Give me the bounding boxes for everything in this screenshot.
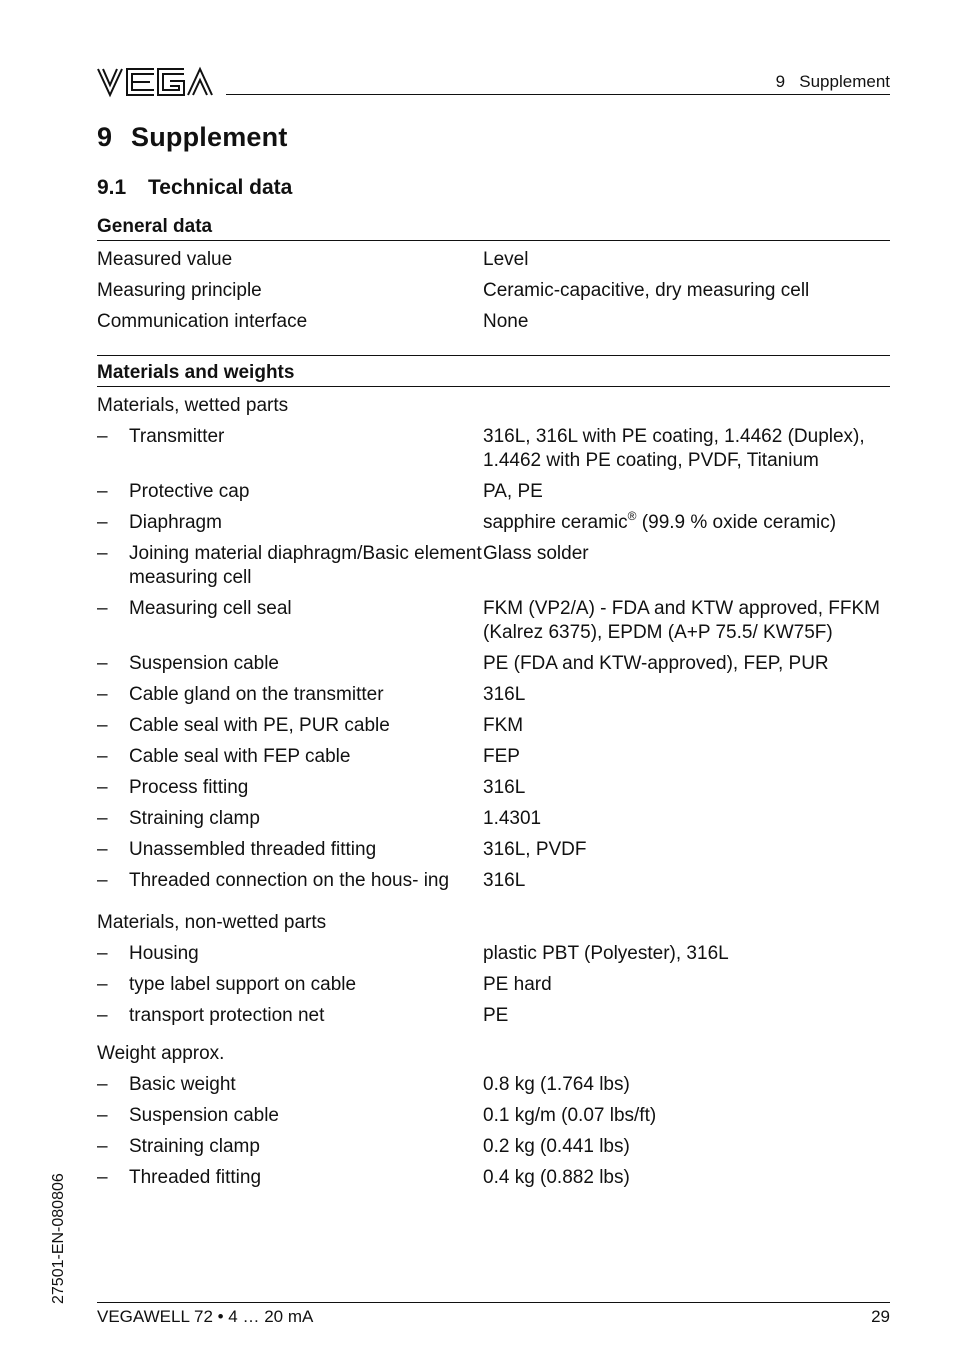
list-dash: – bbox=[97, 1167, 108, 1188]
spec-row bbox=[97, 745, 890, 769]
spec-row bbox=[97, 838, 890, 862]
spec-value: 316L bbox=[483, 684, 526, 705]
list-dash: – bbox=[97, 870, 108, 891]
spec-label-text: Measuring cell seal bbox=[129, 598, 292, 619]
spec-label bbox=[97, 1104, 483, 1128]
spec-label-text: Housing bbox=[129, 943, 199, 964]
spec-label bbox=[97, 425, 483, 449]
vega-logo-mark bbox=[96, 66, 214, 98]
spec-value: 316L, PVDF bbox=[483, 839, 587, 860]
list-dash: – bbox=[97, 974, 108, 995]
list-dash: – bbox=[97, 746, 108, 767]
spec-label-text: Threaded connection on the hous- ing bbox=[129, 870, 450, 891]
spec-label: Measuring principle bbox=[97, 280, 262, 301]
spec-label-text: Threaded fitting bbox=[129, 1167, 262, 1188]
spec-label bbox=[97, 1135, 483, 1159]
spec-value: 1.4301 bbox=[483, 808, 542, 829]
spec-label bbox=[97, 776, 483, 800]
spec-label bbox=[97, 838, 483, 862]
spec-label bbox=[97, 942, 483, 966]
spec-label bbox=[97, 542, 483, 590]
spec-label-text: Protective cap bbox=[129, 481, 250, 502]
weight-heading: Weight approx. bbox=[97, 1043, 225, 1064]
list-dash: – bbox=[97, 943, 108, 964]
list-dash: – bbox=[97, 839, 108, 860]
technical-data bbox=[97, 214, 890, 1190]
spec-row bbox=[97, 973, 890, 997]
spec-label bbox=[97, 1004, 483, 1028]
wetted-heading: Materials, wetted parts bbox=[97, 395, 289, 416]
spec-label-text: Cable seal with PE, PUR cable bbox=[129, 715, 390, 736]
spec-value: Ceramic-capacitive, dry measuring cell bbox=[483, 280, 810, 301]
spec-label bbox=[97, 597, 483, 621]
spec-label-text: Cable gland on the transmitter bbox=[129, 684, 384, 705]
spec-value: PA, PE bbox=[483, 481, 543, 502]
spec-label-text: Suspension cable bbox=[129, 653, 279, 674]
spec-label-text: Transmitter bbox=[129, 426, 225, 447]
header-rule bbox=[226, 94, 890, 95]
spec-row bbox=[97, 1135, 890, 1159]
spec-label bbox=[97, 714, 483, 738]
spec-value: None bbox=[483, 311, 529, 332]
spec-value: 0.1 kg/m (0.07 lbs/ft) bbox=[483, 1105, 657, 1126]
list-dash: – bbox=[97, 598, 108, 619]
spec-value-text: (99.9 % oxide ceramic) bbox=[636, 512, 837, 533]
section-number: 9.1 bbox=[97, 176, 127, 199]
footer-product: VEGAWELL 72 • 4 … 20 mA bbox=[97, 1307, 314, 1326]
spec-label-text: Diaphragm bbox=[129, 512, 222, 533]
running-header: 9 Supplement bbox=[775, 72, 890, 91]
spec-row bbox=[97, 480, 890, 504]
list-dash: – bbox=[97, 808, 108, 829]
spec-value: 0.2 kg (0.441 lbs) bbox=[483, 1136, 630, 1157]
spec-label: Measured value bbox=[97, 249, 233, 270]
document-code: 27501-EN-080806 bbox=[50, 1173, 67, 1304]
spec-label bbox=[97, 652, 483, 676]
spec-label bbox=[97, 480, 483, 504]
list-dash: – bbox=[97, 684, 108, 705]
spec-label-text: type label support on cable bbox=[129, 974, 357, 995]
spec-value: Level bbox=[483, 249, 529, 270]
spec-value-text: sapphire ceramic bbox=[483, 512, 628, 533]
spec-value: PE (FDA and KTW-approved), FEP, PUR bbox=[483, 653, 829, 674]
spec-value: PE hard bbox=[483, 974, 552, 995]
spec-row bbox=[97, 1073, 890, 1097]
spec-value: FKM (VP2/A) - FDA and KTW approved, FFKM (Kalrez 6375), EPDM (A+P 75.5/ KW75F) bbox=[483, 598, 880, 643]
spec-label-text: Straining clamp bbox=[129, 1136, 260, 1157]
spec-row bbox=[97, 807, 890, 831]
general-data-title: General data bbox=[97, 214, 890, 241]
list-dash: – bbox=[97, 1074, 108, 1095]
list-dash: – bbox=[97, 512, 108, 533]
spec-value: plastic PBT (Polyester), 316L bbox=[483, 943, 729, 964]
list-dash: – bbox=[97, 481, 108, 502]
spec-row bbox=[97, 714, 890, 738]
spec-value: 316L, 316L with PE coating, 1.4462 (Duplex), 1.4462 with PE coating, PVDF, Titanium bbox=[483, 426, 865, 471]
section-title: Technical data bbox=[148, 176, 293, 199]
list-dash: – bbox=[97, 1105, 108, 1126]
spec-row bbox=[97, 597, 890, 645]
footer-rule bbox=[97, 1302, 890, 1303]
vega-logo bbox=[96, 66, 214, 98]
spec-row bbox=[97, 1004, 890, 1028]
spec-value: FEP bbox=[483, 746, 520, 767]
spec-value: 0.8 kg (1.764 lbs) bbox=[483, 1074, 630, 1095]
spec-row bbox=[97, 1104, 890, 1128]
list-dash: – bbox=[97, 426, 108, 447]
spec-value: PE bbox=[483, 1005, 509, 1026]
spec-label bbox=[97, 807, 483, 831]
non-wetted-heading: Materials, non-wetted parts bbox=[97, 912, 327, 933]
spec-label-text: Process fitting bbox=[129, 777, 249, 798]
list-dash: – bbox=[97, 653, 108, 674]
spec-row bbox=[97, 652, 890, 676]
spec-label bbox=[97, 511, 483, 535]
registered-mark: ® bbox=[627, 508, 637, 523]
section-heading bbox=[97, 176, 292, 200]
spec-label-text: Cable seal with FEP cable bbox=[129, 746, 351, 767]
spec-row bbox=[97, 1166, 890, 1190]
spec-label bbox=[97, 869, 483, 893]
chapter-number: 9 bbox=[97, 122, 113, 152]
spec-value: 316L bbox=[483, 777, 526, 798]
spec-label bbox=[97, 683, 483, 707]
spec-row bbox=[97, 508, 890, 535]
page-number: 29 bbox=[871, 1307, 890, 1326]
weight-list bbox=[97, 1073, 890, 1190]
materials-title: Materials and weights bbox=[97, 355, 890, 387]
spec-label-text: transport protection net bbox=[129, 1005, 325, 1026]
chapter-title: Supplement bbox=[131, 122, 288, 152]
spec-row bbox=[97, 869, 890, 893]
spec-value: 0.4 kg (0.882 lbs) bbox=[483, 1167, 630, 1188]
non-wetted-list bbox=[97, 942, 890, 1028]
list-dash: – bbox=[97, 543, 108, 564]
spec-row bbox=[97, 279, 890, 303]
spec-value: FKM bbox=[483, 715, 524, 736]
spec-row bbox=[97, 776, 890, 800]
spec-row bbox=[97, 683, 890, 707]
spec-label bbox=[97, 1166, 483, 1190]
spec-label: Communication interface bbox=[97, 311, 308, 332]
list-dash: – bbox=[97, 777, 108, 798]
spec-value: Glass solder bbox=[483, 543, 589, 564]
spec-label bbox=[97, 745, 483, 769]
spec-label bbox=[97, 1073, 483, 1097]
list-dash: – bbox=[97, 715, 108, 736]
spec-label-text: Straining clamp bbox=[129, 808, 260, 829]
spec-value: 316L bbox=[483, 870, 526, 891]
spec-label-text: Unassembled threaded fitting bbox=[129, 839, 377, 860]
spec-label-text: Suspension cable bbox=[129, 1105, 279, 1126]
spec-value bbox=[483, 508, 890, 535]
spec-row bbox=[97, 425, 890, 473]
wetted-list bbox=[97, 425, 890, 893]
spec-row bbox=[97, 310, 890, 334]
list-dash: – bbox=[97, 1136, 108, 1157]
list-dash: – bbox=[97, 1005, 108, 1026]
spec-label-text: Basic weight bbox=[129, 1074, 236, 1095]
spec-row bbox=[97, 942, 890, 966]
chapter-heading bbox=[97, 122, 288, 153]
spec-row bbox=[97, 542, 890, 590]
spec-label bbox=[97, 973, 483, 997]
spec-row bbox=[97, 248, 890, 272]
spec-label-text: Joining material diaphragm/Basic element measuring cell bbox=[129, 543, 482, 588]
